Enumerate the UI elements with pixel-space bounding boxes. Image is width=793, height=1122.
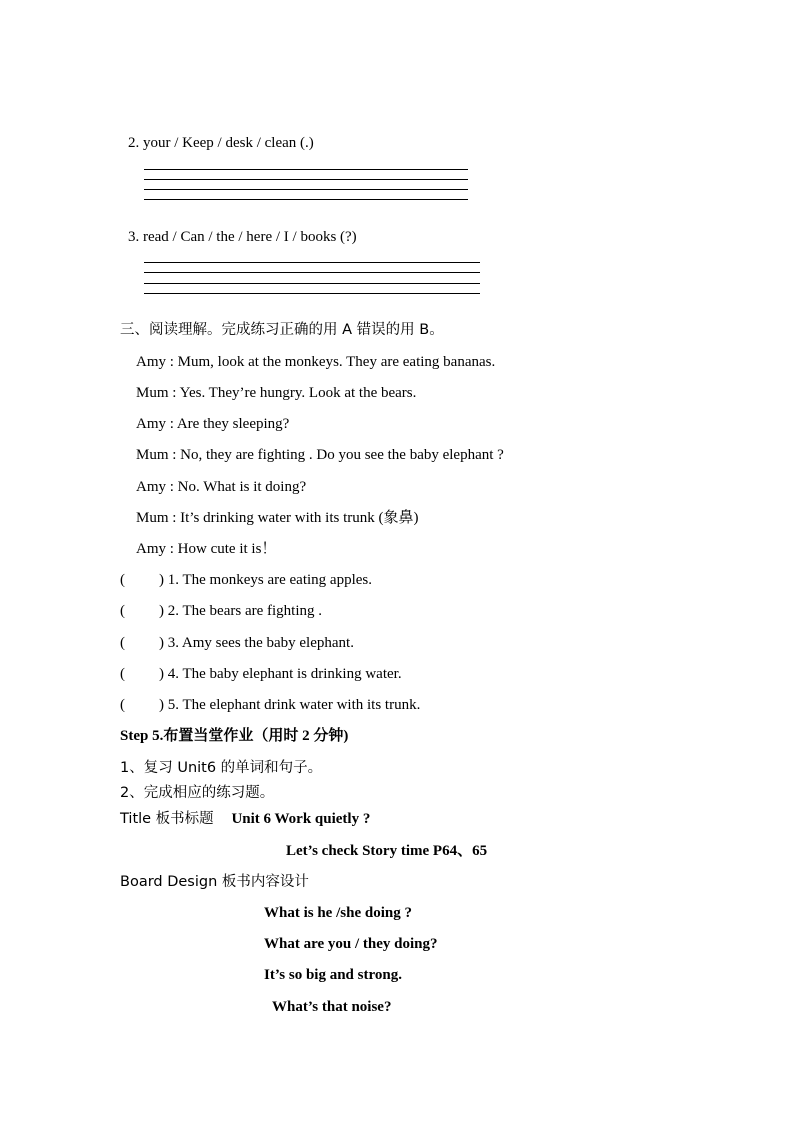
board-line: What is he /she doing ? bbox=[264, 905, 412, 921]
step5-heading: Step 5.布置当堂作业（用时 2 分钟) bbox=[120, 728, 349, 744]
dialogue-line: Mum : Yes. They’re hungry. Look at the bears. bbox=[136, 385, 417, 401]
answer-paren-open: ( bbox=[120, 635, 125, 651]
board-design-label: Board Design 板书内容设计 bbox=[120, 874, 309, 890]
reading-heading: 三、阅读理解。完成练习正确的用 A 错误的用 B。 bbox=[120, 322, 444, 338]
true-false-question[interactable] bbox=[120, 571, 372, 589]
answer-paren-close: ) bbox=[159, 666, 164, 682]
question-text: 4. The baby elephant is drinking water. bbox=[167, 666, 402, 682]
answer-paren-open: ( bbox=[120, 697, 125, 713]
answer-line[interactable] bbox=[144, 272, 480, 273]
answer-paren-open: ( bbox=[120, 572, 125, 588]
question-text: 3. Amy sees the baby elephant. bbox=[167, 635, 354, 651]
title-label: Title 板书标题 bbox=[120, 811, 214, 827]
dialogue-line: Amy : Are they sleeping? bbox=[136, 416, 290, 432]
board-line: It’s so big and strong. bbox=[264, 967, 402, 983]
answer-paren-open: ( bbox=[120, 666, 125, 682]
answer-paren-close: ) bbox=[159, 697, 164, 713]
answer-paren-close: ) bbox=[159, 572, 164, 588]
dialogue-line: Amy : No. What is it doing? bbox=[136, 479, 307, 495]
answer-line[interactable] bbox=[144, 169, 468, 170]
board-line: What’s that noise? bbox=[272, 999, 392, 1015]
board-line: What are you / they doing? bbox=[264, 936, 438, 952]
true-false-question[interactable] bbox=[120, 696, 420, 714]
answer-paren-close: ) bbox=[159, 635, 164, 651]
homework-item: 1、复习 Unit6 的单词和句子。 bbox=[120, 760, 323, 776]
dialogue-line: Mum : It’s drinking water with its trunk (象鼻) bbox=[136, 510, 419, 526]
title-row bbox=[120, 810, 370, 828]
question-text: 5. The elephant drink water with its trunk. bbox=[167, 697, 421, 713]
homework-item: 2、完成相应的练习题。 bbox=[120, 785, 275, 801]
question-text: 2. The bears are fighting . bbox=[167, 603, 323, 619]
answer-line[interactable] bbox=[144, 283, 480, 284]
title-subline: Let’s check Story time P64、65 bbox=[286, 843, 488, 859]
dialogue-line: Amy : How cute it is！ bbox=[136, 541, 277, 557]
question-3-prompt: 3. read / Can / the / here / I / books (?) bbox=[128, 229, 357, 245]
dialogue-line: Amy : Mum, look at the monkeys. They are eating bananas. bbox=[136, 354, 496, 370]
answer-paren-open: ( bbox=[120, 603, 125, 619]
answer-line[interactable] bbox=[144, 262, 480, 263]
question-text: 1. The monkeys are eating apples. bbox=[167, 572, 372, 588]
answer-line[interactable] bbox=[144, 199, 468, 200]
answer-line[interactable] bbox=[144, 189, 468, 190]
question-2-prompt: 2. your / Keep / desk / clean (.) bbox=[128, 135, 314, 151]
answer-paren-close: ) bbox=[159, 603, 164, 619]
dialogue-line: Mum : No, they are fighting . Do you see the baby elephant ? bbox=[136, 447, 504, 463]
answer-line[interactable] bbox=[144, 179, 468, 180]
true-false-question[interactable] bbox=[120, 602, 322, 620]
title-value: Unit 6 Work quietly ? bbox=[231, 811, 371, 827]
answer-line[interactable] bbox=[144, 293, 480, 294]
true-false-question[interactable] bbox=[120, 665, 402, 683]
true-false-question[interactable] bbox=[120, 634, 354, 652]
